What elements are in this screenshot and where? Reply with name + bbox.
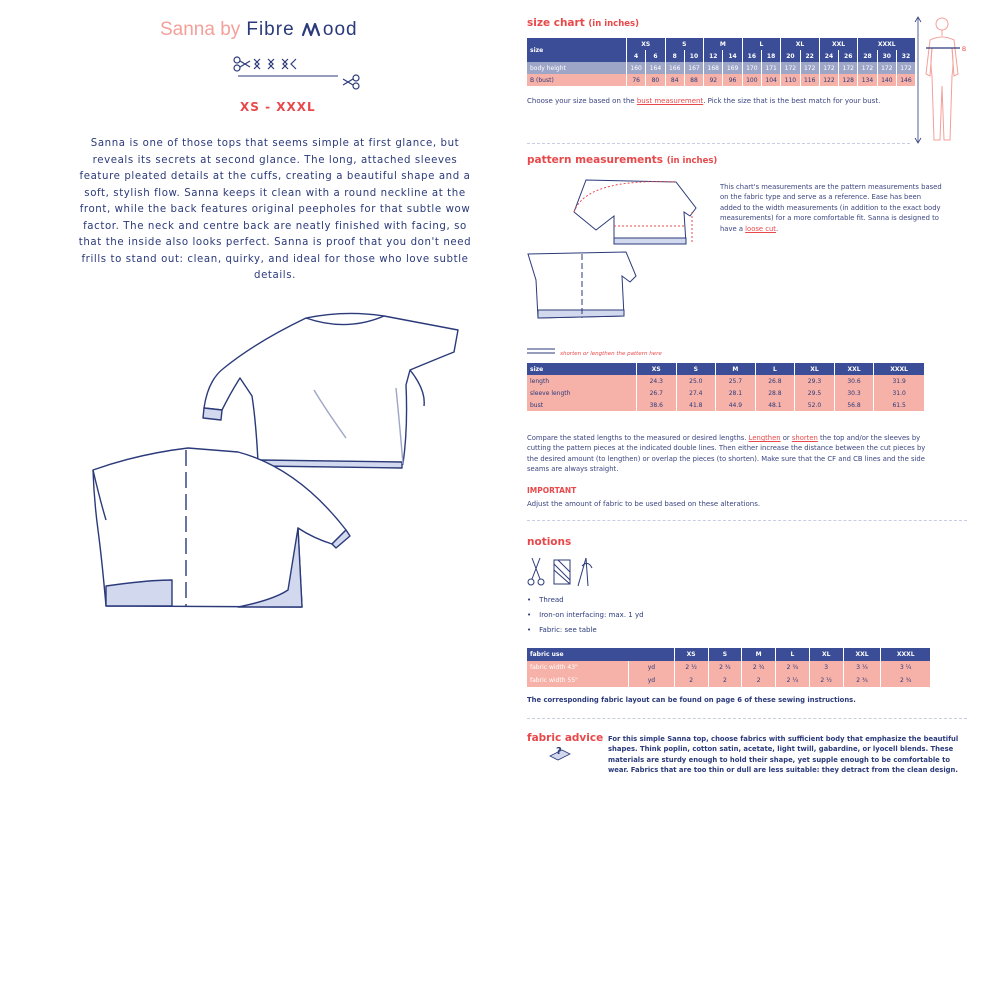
table-cell: 2 ¾	[843, 674, 881, 687]
size-chart-note: Choose your size based on the bust measurement. Pick the size that is the best match for your bust.	[527, 97, 881, 105]
fabric-question-icon	[548, 744, 572, 764]
table-cell: 24.3	[637, 375, 677, 387]
table-cell: 52.0	[795, 399, 835, 411]
table-cell: 2	[708, 674, 742, 687]
back-view-illustration	[88, 440, 354, 615]
table-cell: 28.1	[716, 387, 756, 399]
table-cell: 172	[877, 62, 896, 74]
fabric-advice-text: For this simple Sanna top, choose fabrics with sufficient body that emphasize the beautiful shapes. Think poplin, cotton satin, acetate, light twill, gabardine, or lyocell blends. These materials are sturdy enough to hold their shape, yet supple enough to be comfortable to wear. Fabrics that are too thin or dull are less suitable: they detract from the clean design.	[608, 735, 959, 775]
size-col-header: XXXL	[874, 363, 924, 375]
pattern-measurement-diagram	[526, 172, 716, 326]
table-cell: 96	[723, 74, 742, 86]
scissors-decoration	[228, 52, 368, 94]
table-cell: 171	[761, 62, 780, 74]
table-cell: 100	[742, 74, 761, 86]
table-cell: 38.6	[637, 399, 677, 411]
table-cell: 2 ¾	[708, 661, 742, 674]
table-cell: 172	[839, 62, 858, 74]
row-label: fabric width 55"	[527, 674, 629, 687]
table-cell: 41.8	[676, 399, 716, 411]
notions-list	[527, 596, 644, 641]
table-cell: 30.3	[834, 387, 874, 399]
brand-mood-m-icon	[301, 21, 323, 37]
intro-paragraph: Sanna is one of those tops that seems simple at first glance, but reveals its secrets at second glance. The long, attached sleeves feature pleated details at the cuffs, creating a beautiful shape and a soft, stylish flow. Sanna keeps it clean with a round neckline at the front, while the back features original peepholes for that subtle wow factor. The neck and centre back are neatly finished with facing, so that the inside also looks perfect. Sanna is proof that you don't need frills to stand out: clean, quirky, and ideal for those who love subtle details.	[78, 138, 472, 281]
lengthen-link[interactable]: Lengthen	[748, 434, 781, 442]
brand-sanna-by: Sanna by	[160, 19, 241, 40]
size-chart-table	[527, 38, 915, 86]
size-number-cell: 20	[781, 50, 800, 62]
fabric-advice-heading: fabric advice	[527, 732, 604, 744]
table-cell: 2	[674, 674, 708, 687]
divider	[527, 520, 967, 521]
table-cell: 134	[858, 74, 877, 86]
table-row	[527, 661, 930, 674]
size-col-header: XL	[795, 363, 835, 375]
table-cell: 56.8	[834, 399, 874, 411]
fabric-use-table	[527, 648, 930, 687]
table-cell: 110	[781, 74, 800, 86]
size-col-header: XL	[809, 648, 843, 661]
size-number-cell: 18	[761, 50, 780, 62]
size-number-cell: 22	[800, 50, 819, 62]
fabric-use-header: fabric use	[530, 651, 564, 658]
table-cell: 61.5	[874, 399, 924, 411]
size-number-cell: 8	[665, 50, 684, 62]
double-line-icon	[527, 348, 555, 354]
figure-bust-marker: B	[962, 46, 967, 53]
size-col-header: XXL	[819, 38, 858, 50]
table-cell: 29.5	[795, 387, 835, 399]
table-cell: 76	[627, 74, 646, 86]
table-cell: 2 ½	[674, 661, 708, 674]
size-col-header: XXXL	[881, 648, 930, 661]
table-cell: 3 ¼	[881, 661, 930, 674]
size-col-header: L	[776, 648, 810, 661]
table-cell: 172	[896, 62, 915, 74]
notions-icons	[526, 556, 616, 588]
loose-cut-link[interactable]: loose cut	[745, 224, 776, 233]
table-cell: 27.4	[676, 387, 716, 399]
body-figure-illustration	[912, 14, 972, 146]
row-label: bust	[527, 399, 637, 411]
table-header-row	[527, 363, 924, 375]
size-col-header: XXL	[843, 648, 881, 661]
table-cell: 48.1	[755, 399, 795, 411]
table-cell: 172	[781, 62, 800, 74]
table-cell: 3	[809, 661, 843, 674]
brand-ood: ood	[322, 19, 358, 40]
list-item: • Iron-on interfacing: max. 1 yd	[527, 611, 644, 626]
size-col-header: L	[742, 38, 781, 50]
table-cell: 166	[665, 62, 684, 74]
table-cell: 28.8	[755, 387, 795, 399]
size-col-header: L	[755, 363, 795, 375]
fabric-layout-note: The corresponding fabric layout can be found on page 6 of these sewing instructions.	[527, 696, 856, 704]
table-row	[527, 387, 924, 399]
table-cell: 80	[646, 74, 665, 86]
unit-cell: yd	[629, 674, 675, 687]
row-label: fabric width 43"	[527, 661, 629, 674]
table-cell: 140	[877, 74, 896, 86]
table-cell: 172	[858, 62, 877, 74]
table-cell: 172	[800, 62, 819, 74]
size-col-header: XXXL	[858, 38, 915, 50]
size-number-cell: 14	[723, 50, 742, 62]
shorten-link[interactable]: shorten	[791, 434, 818, 442]
size-number-cell: 10	[684, 50, 703, 62]
size-col-header: S	[676, 363, 716, 375]
table-cell: 30.6	[834, 375, 874, 387]
size-col-header: M	[704, 38, 743, 50]
size-col-header: S	[665, 38, 704, 50]
table-cell: 146	[896, 74, 915, 86]
table-cell: 2 ¾	[742, 661, 776, 674]
size-number-cell: 26	[839, 50, 858, 62]
table-cell: 122	[819, 74, 838, 86]
list-item: • Thread	[527, 596, 644, 611]
pattern-description: This chart's measurements are the pattern measurements based on the fabric type and serve as a reference. Ease has been added to the width measurements (in addition to the exact body measurements) for a more comfortable fit. Sanna is designed to have a loose cut.	[720, 183, 942, 233]
table-cell: 160	[627, 62, 646, 74]
size-col-header: M	[742, 648, 776, 661]
size-number-cell: 24	[819, 50, 838, 62]
table-cell: 44.9	[716, 399, 756, 411]
table-cell: 26.8	[755, 375, 795, 387]
size-chart-heading: size chart (in inches)	[527, 17, 639, 29]
table-row	[527, 375, 924, 387]
pattern-measurements-table	[527, 363, 924, 411]
size-col-header: XL	[781, 38, 820, 50]
table-cell: 167	[684, 62, 703, 74]
row-label: length	[527, 375, 637, 387]
pm-size-header: size	[530, 365, 544, 373]
table-cell: 2 ¾	[881, 674, 930, 687]
size-number-cell: 30	[877, 50, 896, 62]
table-cell: 92	[704, 74, 723, 86]
table-cell: 26.7	[637, 387, 677, 399]
size-range: XS - XXXL	[240, 100, 316, 114]
table-row	[527, 62, 915, 74]
row-label: B (bust)	[527, 74, 627, 86]
table-cell: 3 ¼	[843, 661, 881, 674]
pattern-measurements-heading: pattern measurements (in inches)	[527, 154, 718, 166]
size-col-header: M	[716, 363, 756, 375]
brand-logo	[160, 18, 358, 41]
table-cell: 116	[800, 74, 819, 86]
svg-text:?: ?	[556, 746, 562, 757]
table-cell: 2 ¼	[776, 674, 810, 687]
list-item: • Fabric: see table	[527, 626, 644, 641]
size-col-header: XS	[637, 363, 677, 375]
table-cell: 168	[704, 62, 723, 74]
table-cell: 31.0	[874, 387, 924, 399]
size-col-header: XXL	[834, 363, 874, 375]
table-cell: 172	[819, 62, 838, 74]
compare-paragraph: Compare the stated lengths to the measured or desired lengths. Lengthen or shorten the top and/or the sleeves by cutting the pattern pieces at the indicated double lines. Then either increase the distance between the cut pieces by the desired amount (to lengthen) or overlap the pieces (to shorten). Make sure that the CF and CB lines and the side seams are always straight.	[527, 434, 926, 474]
unit-cell: yd	[629, 661, 675, 674]
table-cell: 170	[742, 62, 761, 74]
shorten-lengthen-legend: shorten or lengthen the pattern here	[527, 340, 662, 359]
table-cell: 31.9	[874, 375, 924, 387]
table-cell: 104	[761, 74, 780, 86]
size-number-cell: 4	[627, 50, 646, 62]
table-cell: 29.3	[795, 375, 835, 387]
size-col-header: XS	[674, 648, 708, 661]
divider	[527, 718, 967, 719]
table-cell: 128	[839, 74, 858, 86]
table-row	[527, 74, 915, 86]
table-cell: 88	[684, 74, 703, 86]
table-cell: 2 ½	[809, 674, 843, 687]
table-cell: 84	[665, 74, 684, 86]
table-header-row	[527, 648, 930, 661]
size-number-cell: 28	[858, 50, 877, 62]
table-cell: 169	[723, 62, 742, 74]
divider	[527, 143, 910, 144]
size-col-header: XS	[627, 38, 666, 50]
table-row	[527, 674, 930, 687]
bust-measurement-link[interactable]: bust measurement	[636, 97, 704, 105]
table-row	[527, 399, 924, 411]
important-text: Adjust the amount of fabric to be used based on these alterations.	[527, 500, 761, 508]
size-number-cell: 12	[704, 50, 723, 62]
size-number-cell: 16	[742, 50, 761, 62]
table-cell: 25.0	[676, 375, 716, 387]
size-number-cell: 32	[896, 50, 915, 62]
brand-fibre: Fibre	[246, 19, 301, 40]
size-col-header: S	[708, 648, 742, 661]
table-cell: 2 ¾	[776, 661, 810, 674]
table-cell: 25.7	[716, 375, 756, 387]
table-cell: 2	[742, 674, 776, 687]
row-label: body height	[527, 62, 627, 74]
size-chart-size-header: size	[530, 46, 544, 54]
table-cell: 164	[646, 62, 665, 74]
important-heading: IMPORTANT	[527, 486, 577, 495]
notions-heading: notions	[527, 536, 572, 548]
row-label: sleeve length	[527, 387, 637, 399]
size-number-cell: 6	[646, 50, 665, 62]
